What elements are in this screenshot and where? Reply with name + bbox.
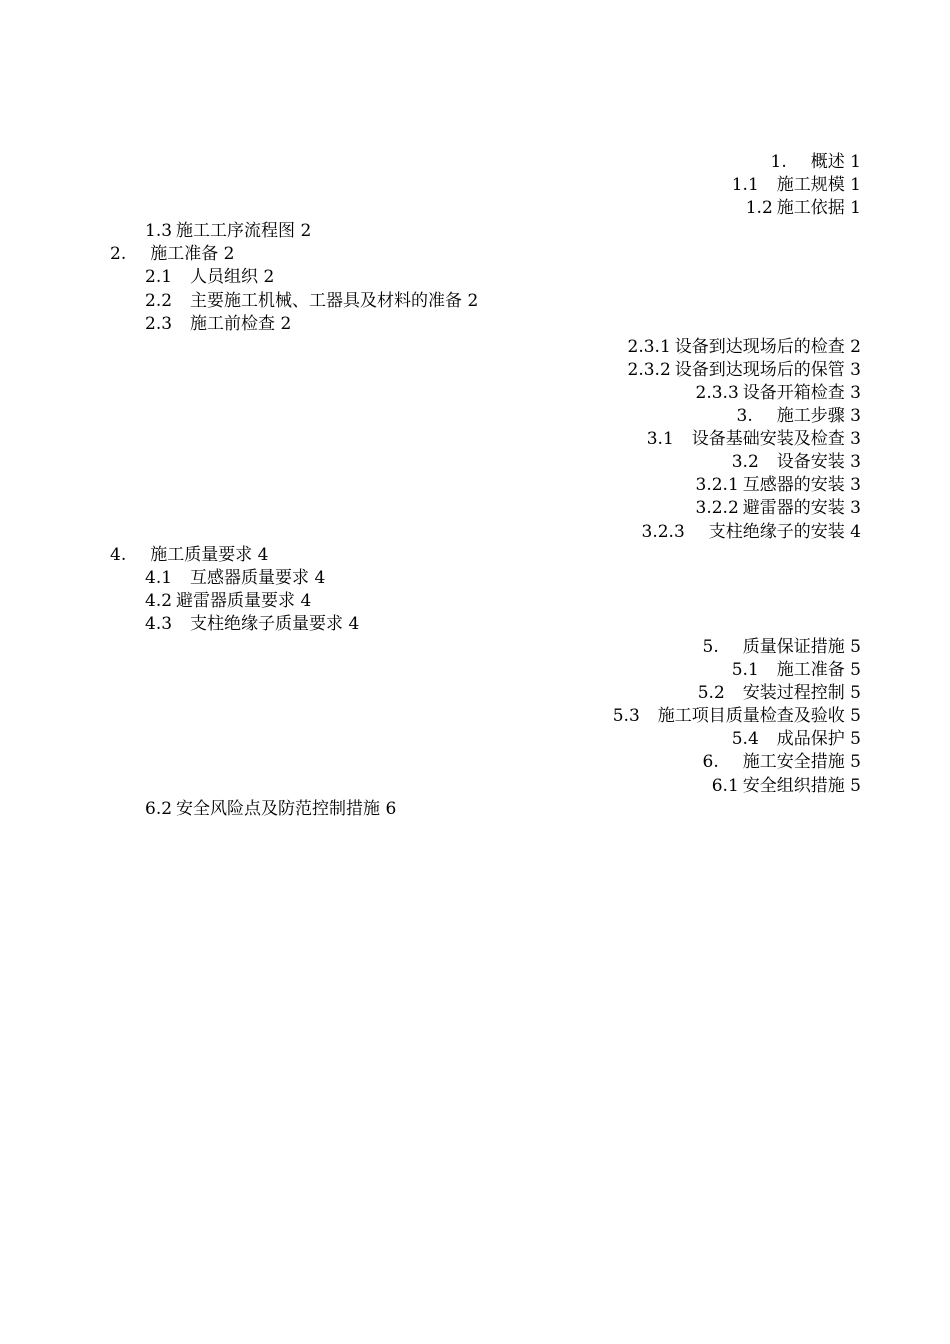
toc-entry-page: 5 [850,636,861,657]
toc-entry[interactable] [0,682,950,705]
toc-entry-number: 2.3.3 [695,382,739,403]
toc-entry[interactable] [0,590,950,613]
toc-entry[interactable] [0,613,950,636]
toc-entry-number: 5.1 [731,660,759,681]
toc-entry-number: 1. [770,152,787,172]
toc-entry-page: 5 [850,683,861,704]
toc-entry-number: 2.3.2 [627,359,671,380]
toc-entry[interactable] [0,728,950,751]
toc-entry-number: 2.3 [145,313,173,334]
toc-entry-title: 质量保证措施 [742,636,845,657]
toc-entry-title: 安全组织措施 [742,775,845,796]
toc-entry-number: 3.2.3 [641,521,685,542]
toc-entry[interactable] [0,336,950,359]
toc-entry-number: 6. [702,752,719,773]
toc-entry-page: 5 [850,752,861,773]
toc-entry[interactable] [0,567,950,590]
toc-entry-title: 主要施工机械、工器具及材料的准备 [190,290,463,311]
toc-entry[interactable] [0,497,950,520]
toc-entry-page: 3 [850,429,861,450]
toc-entry-title: 施工安全措施 [742,752,845,773]
toc-entry-number: 3.2 [731,452,759,473]
toc-entry-page: 3 [850,406,861,427]
toc-entry-number: 5.4 [731,729,759,750]
toc-entry[interactable] [0,775,950,798]
toc-entry-page: 4 [257,544,269,565]
toc-entry-page: 2 [467,290,479,311]
toc-entry-number: 4.1 [145,567,173,588]
toc-entry-title: 避雷器的安装 [742,498,845,519]
toc-entry-title: 安装过程控制 [742,683,845,704]
toc-entry-page: 5 [850,660,861,681]
toc-entry-number: 4. [110,544,127,565]
toc-entry-page: 1 [850,152,861,172]
toc-entry-page: 2 [850,336,861,357]
toc-entry[interactable] [0,428,950,451]
toc-entry-title: 设备开箱检查 [742,382,845,403]
toc-entry-page: 3 [850,382,861,403]
toc-entry-title: 施工质量要求 [150,544,253,565]
toc-entry[interactable] [0,521,950,544]
toc-entry-title: 支柱绝缘子的安装 [708,521,845,542]
toc-entry-number: 1.2 [745,198,773,219]
toc-entry-number: 1.1 [731,175,759,196]
toc-entry-page: 2 [280,313,292,334]
toc-entry-page: 4 [314,567,326,588]
toc-entry-number: 2.2 [145,290,173,311]
toc-entry-page: 2 [300,221,312,242]
toc-entry-number: 4.2 [145,590,173,611]
toc-entry-title: 施工依据 [776,198,845,219]
toc-entry-title: 设备到达现场后的保管 [674,359,845,380]
toc-entry-number: 6.2 [145,798,173,819]
toc-entry-number: 3.2.2 [695,498,739,519]
toc-entry-number: 5.2 [697,683,725,704]
toc-entry[interactable] [0,382,950,405]
toc-entry-number: 3.2.1 [695,475,739,496]
toc-entry[interactable] [0,243,950,266]
toc-entry[interactable] [0,220,950,243]
toc-entry-number: 2.1 [145,267,173,288]
toc-entry-title: 成品保护 [776,729,845,750]
toc-entry[interactable] [0,174,950,197]
toc-entry-title: 施工准备 [776,660,845,681]
toc-entry-page: 4 [850,521,861,542]
toc-entry-number: 3.1 [646,429,674,450]
toc-entry[interactable] [0,636,950,659]
toc-entry[interactable] [0,705,950,728]
toc-entry-title: 设备到达现场后的检查 [674,336,845,357]
toc-entry-number: 2.3.1 [627,336,671,357]
toc-entry-title: 互感器质量要求 [190,567,310,588]
toc-entry-number: 4.3 [145,613,173,634]
toc-entry-page: 3 [850,452,861,473]
toc-entry-number: 1.3 [145,221,173,242]
toc-entry-page: 4 [348,613,360,634]
toc-entry[interactable] [0,474,950,497]
toc-entry-page: 2 [263,267,275,288]
toc-entry-page: 2 [223,244,235,265]
toc-entry-page: 3 [850,359,861,380]
toc-entry-number: 2. [110,244,127,265]
toc-entry[interactable] [0,290,950,313]
table-of-contents [0,151,950,821]
toc-entry-title: 人员组织 [190,267,259,288]
toc-entry[interactable] [0,544,950,567]
toc-entry[interactable] [0,266,950,289]
toc-entry-title: 避雷器质量要求 [176,590,296,611]
toc-entry-number: 6.1 [711,775,739,796]
toc-entry-number: 3. [736,406,753,427]
toc-entry-page: 4 [300,590,312,611]
toc-entry-page: 1 [850,198,861,219]
toc-entry-page: 3 [850,498,861,519]
toc-entry-page: 5 [850,706,861,727]
toc-entry-number: 5.3 [612,706,640,727]
toc-entry[interactable] [0,798,950,821]
toc-entry-title: 施工步骤 [776,406,845,427]
toc-entry-title: 设备安装 [776,452,845,473]
toc-entry-title: 施工准备 [150,244,219,265]
toc-entry-title: 施工规模 [776,175,845,196]
toc-entry[interactable] [0,451,950,474]
toc-entry-title: 安全风险点及防范控制措施 [176,798,381,819]
toc-entry-title: 概述 [810,152,845,172]
toc-entry-page: 5 [850,775,861,796]
toc-entry-page: 3 [850,475,861,496]
toc-entry-title: 施工前检查 [190,313,276,334]
toc-entry[interactable] [0,751,950,774]
toc-entry[interactable] [0,151,950,174]
toc-entry-title: 互感器的安装 [742,475,845,496]
toc-entry-title: 施工工序流程图 [176,221,296,242]
toc-entry-number: 5. [702,636,719,657]
toc-entry-title: 施工项目质量检查及验收 [657,706,845,727]
toc-entry-title: 设备基础安装及检查 [691,429,845,450]
toc-entry-title: 支柱绝缘子质量要求 [190,613,344,634]
toc-entry[interactable] [0,359,950,382]
toc-entry-page: 6 [385,798,397,819]
toc-entry[interactable] [0,313,950,336]
toc-entry[interactable] [0,659,950,682]
toc-entry-page: 1 [850,175,861,196]
toc-entry[interactable] [0,405,950,428]
toc-entry-page: 5 [850,729,861,750]
toc-entry[interactable] [0,197,950,220]
